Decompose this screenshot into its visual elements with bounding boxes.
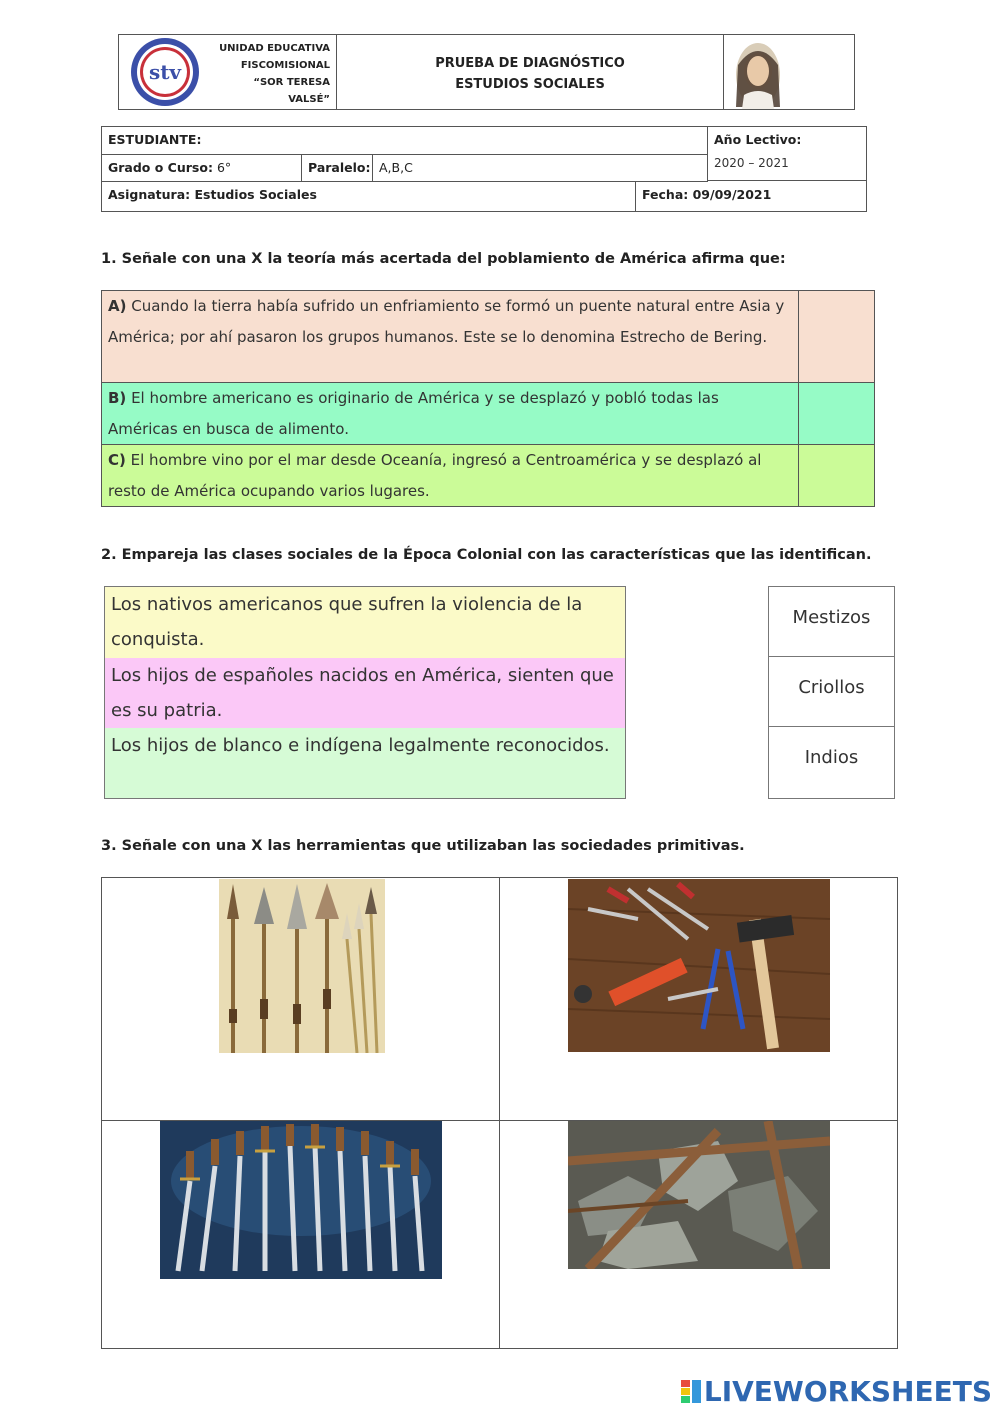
brand-text: LIVEWORKSHEETS bbox=[703, 1375, 992, 1408]
school-logo bbox=[119, 35, 215, 109]
student-info-table bbox=[101, 126, 867, 212]
liveworksheets-brand[interactable] bbox=[681, 1375, 992, 1408]
modern-tools-image[interactable] bbox=[568, 879, 830, 1052]
q1-options-table bbox=[101, 290, 875, 507]
spears-image[interactable] bbox=[219, 879, 385, 1053]
student-field[interactable]: ESTUDIANTE: bbox=[102, 127, 708, 155]
year-label: Año Lectivo: bbox=[714, 132, 802, 147]
q2-description-3[interactable]: Los hijos de blanco e indígena legalmente reconocidos. bbox=[105, 728, 625, 798]
exam-title-line-1: PRUEBA DE DIAGNÓSTICO bbox=[435, 56, 625, 71]
q1-option-a-letter: A) bbox=[108, 297, 127, 315]
q2-descriptions bbox=[104, 586, 626, 799]
grade-label: Grado o Curso: bbox=[108, 160, 213, 175]
q1-option-a-text: A) Cuando la tierra había sufrido un enfriamiento se formó un puente natural entre Asia y América; por ahí pasaron los grupos humanos. Este se lo denomina Estrecho de Bering. bbox=[102, 291, 799, 382]
question-1: 1. Señale con una X la teoría más acertada del poblamiento de América afirma que: bbox=[101, 251, 786, 267]
swords-image[interactable] bbox=[160, 1121, 442, 1279]
q1-option-a-checkbox[interactable] bbox=[799, 291, 874, 382]
logo-text: stv bbox=[148, 60, 182, 84]
question-3: 3. Señale con una X las herramientas que utilizaban las sociedades primitivas. bbox=[101, 838, 745, 854]
year-value: 2020 – 2021 bbox=[708, 151, 866, 181]
q2-classes bbox=[768, 586, 895, 799]
q1-option-b-text: B) El hombre americano es originario de América y se desplazó y pobló todas las Américas en busca de alimento. bbox=[102, 383, 799, 444]
grid-divider-vertical bbox=[499, 878, 500, 1348]
brand-icon bbox=[681, 1378, 701, 1402]
school-name bbox=[215, 35, 337, 109]
q1-option-c-text: C) El hombre vino por el mar desde Oceanía, ingresó a Centroamérica y se desplazó al resto de América ocupando varios lugares. bbox=[102, 445, 799, 506]
q3-image-grid bbox=[101, 877, 898, 1349]
exam-title bbox=[337, 35, 724, 109]
grade-value: 6° bbox=[216, 160, 232, 175]
q1-option-c-letter: C) bbox=[108, 451, 126, 469]
date-field: Fecha: 09/09/2021 bbox=[642, 187, 772, 202]
portrait-image bbox=[724, 35, 854, 109]
q2-class-criollos[interactable]: Criollos bbox=[769, 657, 894, 727]
paralelo-value: A,B,C bbox=[373, 155, 708, 182]
q2-class-mestizos[interactable]: Mestizos bbox=[769, 587, 894, 657]
q1-option-b-checkbox[interactable] bbox=[799, 383, 874, 444]
school-line-1: UNIDAD EDUCATIVA bbox=[219, 43, 330, 54]
q1-option-c-checkbox[interactable] bbox=[799, 445, 874, 506]
stone-tools-image[interactable] bbox=[568, 1121, 830, 1269]
q2-description-2[interactable]: Los hijos de españoles nacidos en América, sienten que es su patria. bbox=[105, 658, 625, 728]
school-line-3: “SOR TERESA VALSÉ” bbox=[253, 77, 330, 105]
q2-class-indios[interactable]: Indios bbox=[804, 747, 859, 768]
document-header bbox=[118, 34, 855, 110]
paralelo-label: Paralelo: bbox=[302, 155, 373, 182]
school-line-2: FISCOMISIONAL bbox=[240, 60, 330, 71]
q1-option-c bbox=[102, 445, 874, 506]
q2-description-1[interactable]: Los nativos americanos que sufren la violencia de la conquista. bbox=[105, 587, 625, 658]
q1-option-a bbox=[102, 291, 874, 383]
q1-option-b bbox=[102, 383, 874, 445]
question-2: 2. Empareja las clases sociales de la Época Colonial con las características que las identifican. bbox=[101, 547, 872, 563]
q1-option-b-letter: B) bbox=[108, 389, 127, 407]
subject-field: Asignatura: Estudios Sociales bbox=[102, 182, 636, 211]
grade-field bbox=[102, 155, 302, 182]
exam-title-line-2: ESTUDIOS SOCIALES bbox=[455, 77, 605, 92]
